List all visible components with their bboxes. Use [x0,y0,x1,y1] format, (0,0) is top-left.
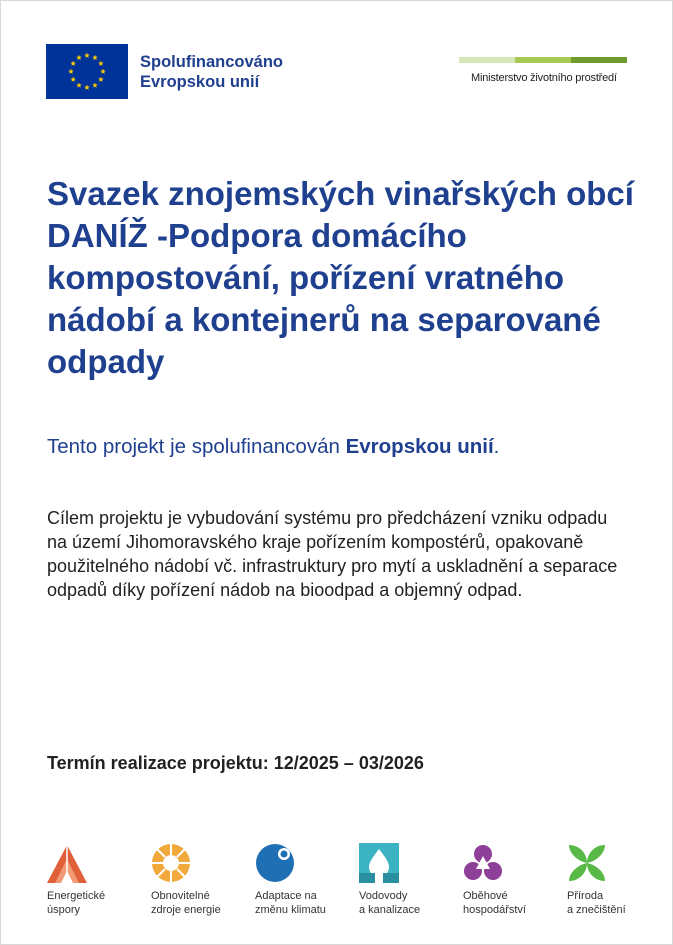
eu-star-icon [68,69,74,74]
area-label-line1: Vodovody [359,890,408,902]
area-nature-pollution [567,843,667,917]
eu-logo-line2: Evropskou unií [140,72,260,91]
eu-star-icon [76,82,82,87]
cofinancing-suffix: . [493,435,500,458]
ministry-color-bars [459,57,627,63]
eu-star-icon [70,77,76,82]
area-circular-economy [463,843,563,917]
eu-logo-text [140,52,283,92]
ministry-logo [459,57,627,84]
area-climate-adaptation [255,843,355,917]
eu-star-icon [100,69,106,74]
ministry-name: Ministerstvo životního prostředí [471,72,617,84]
cofinancing-emphasis: Evropskou unií [345,435,494,458]
area-label-line1: Obnovitelné [151,890,210,902]
program-areas-row [47,843,647,923]
area-label-line2: úspory [47,904,81,916]
area-label-line2: a kanalizace [359,904,421,916]
cofinancing-statement [47,435,499,459]
ministry-bar-dark [571,57,627,63]
area-label-line2: hospodářství [463,904,526,916]
area-label-line1: Adaptace na [255,890,317,902]
water-sewage-icon [359,843,399,883]
eu-star-icon [98,61,104,66]
eu-star-icon [70,61,76,66]
eu-star-icon [76,55,82,60]
eu-star-icon [84,85,90,90]
project-term: Termín realizace projektu: 12/2025 – 03/2026 [47,753,424,773]
eu-flag-icon [46,44,128,99]
area-renewable-energy [151,843,251,917]
eu-cofinancing-logo [46,44,283,99]
ministry-bar-mid [515,57,571,63]
eu-logo-line1: Spolufinancováno [140,52,284,71]
climate-adaptation-icon [255,843,295,883]
eu-star-icon [92,82,98,87]
eu-star-icon [84,53,90,58]
area-label-line2: zdroje energie [151,904,221,916]
area-label-line2: a znečištění [567,904,626,916]
project-title: Svazek znojemských vinařských obcí DANÍŽ -Podpora domácího kompostování, pořízení vratného nádobí a kontejnerů na separované odpady [47,175,634,380]
cofinancing-prefix: Tento projekt je spolufinancován [47,435,346,458]
project-description: Cílem projektu je vybudování systému pro předcházení vzniku odpadu na území Jihomoravského kraje pořízením kompostérů, opakovaně použitelného nádobí vč. infrastruktury pro mytí a uskladnění a separace odpadů díky pořízení nádob na bioodpad a objemný odpad. [47,508,618,600]
area-energy-savings [47,843,147,917]
area-label-line2: změnu klimatu [255,904,326,916]
area-label-line1: Energetické [47,890,106,902]
area-label-line1: Oběhové [463,890,508,902]
circular-economy-icon [463,843,503,883]
renewable-energy-icon [151,843,191,883]
area-water-sewage [359,843,459,917]
eu-star-icon [92,55,98,60]
ministry-bar-light [459,57,515,63]
eu-star-icon [98,77,104,82]
area-label-line1: Příroda [567,890,604,902]
energy-savings-icon [47,843,87,883]
nature-pollution-icon [567,843,607,883]
